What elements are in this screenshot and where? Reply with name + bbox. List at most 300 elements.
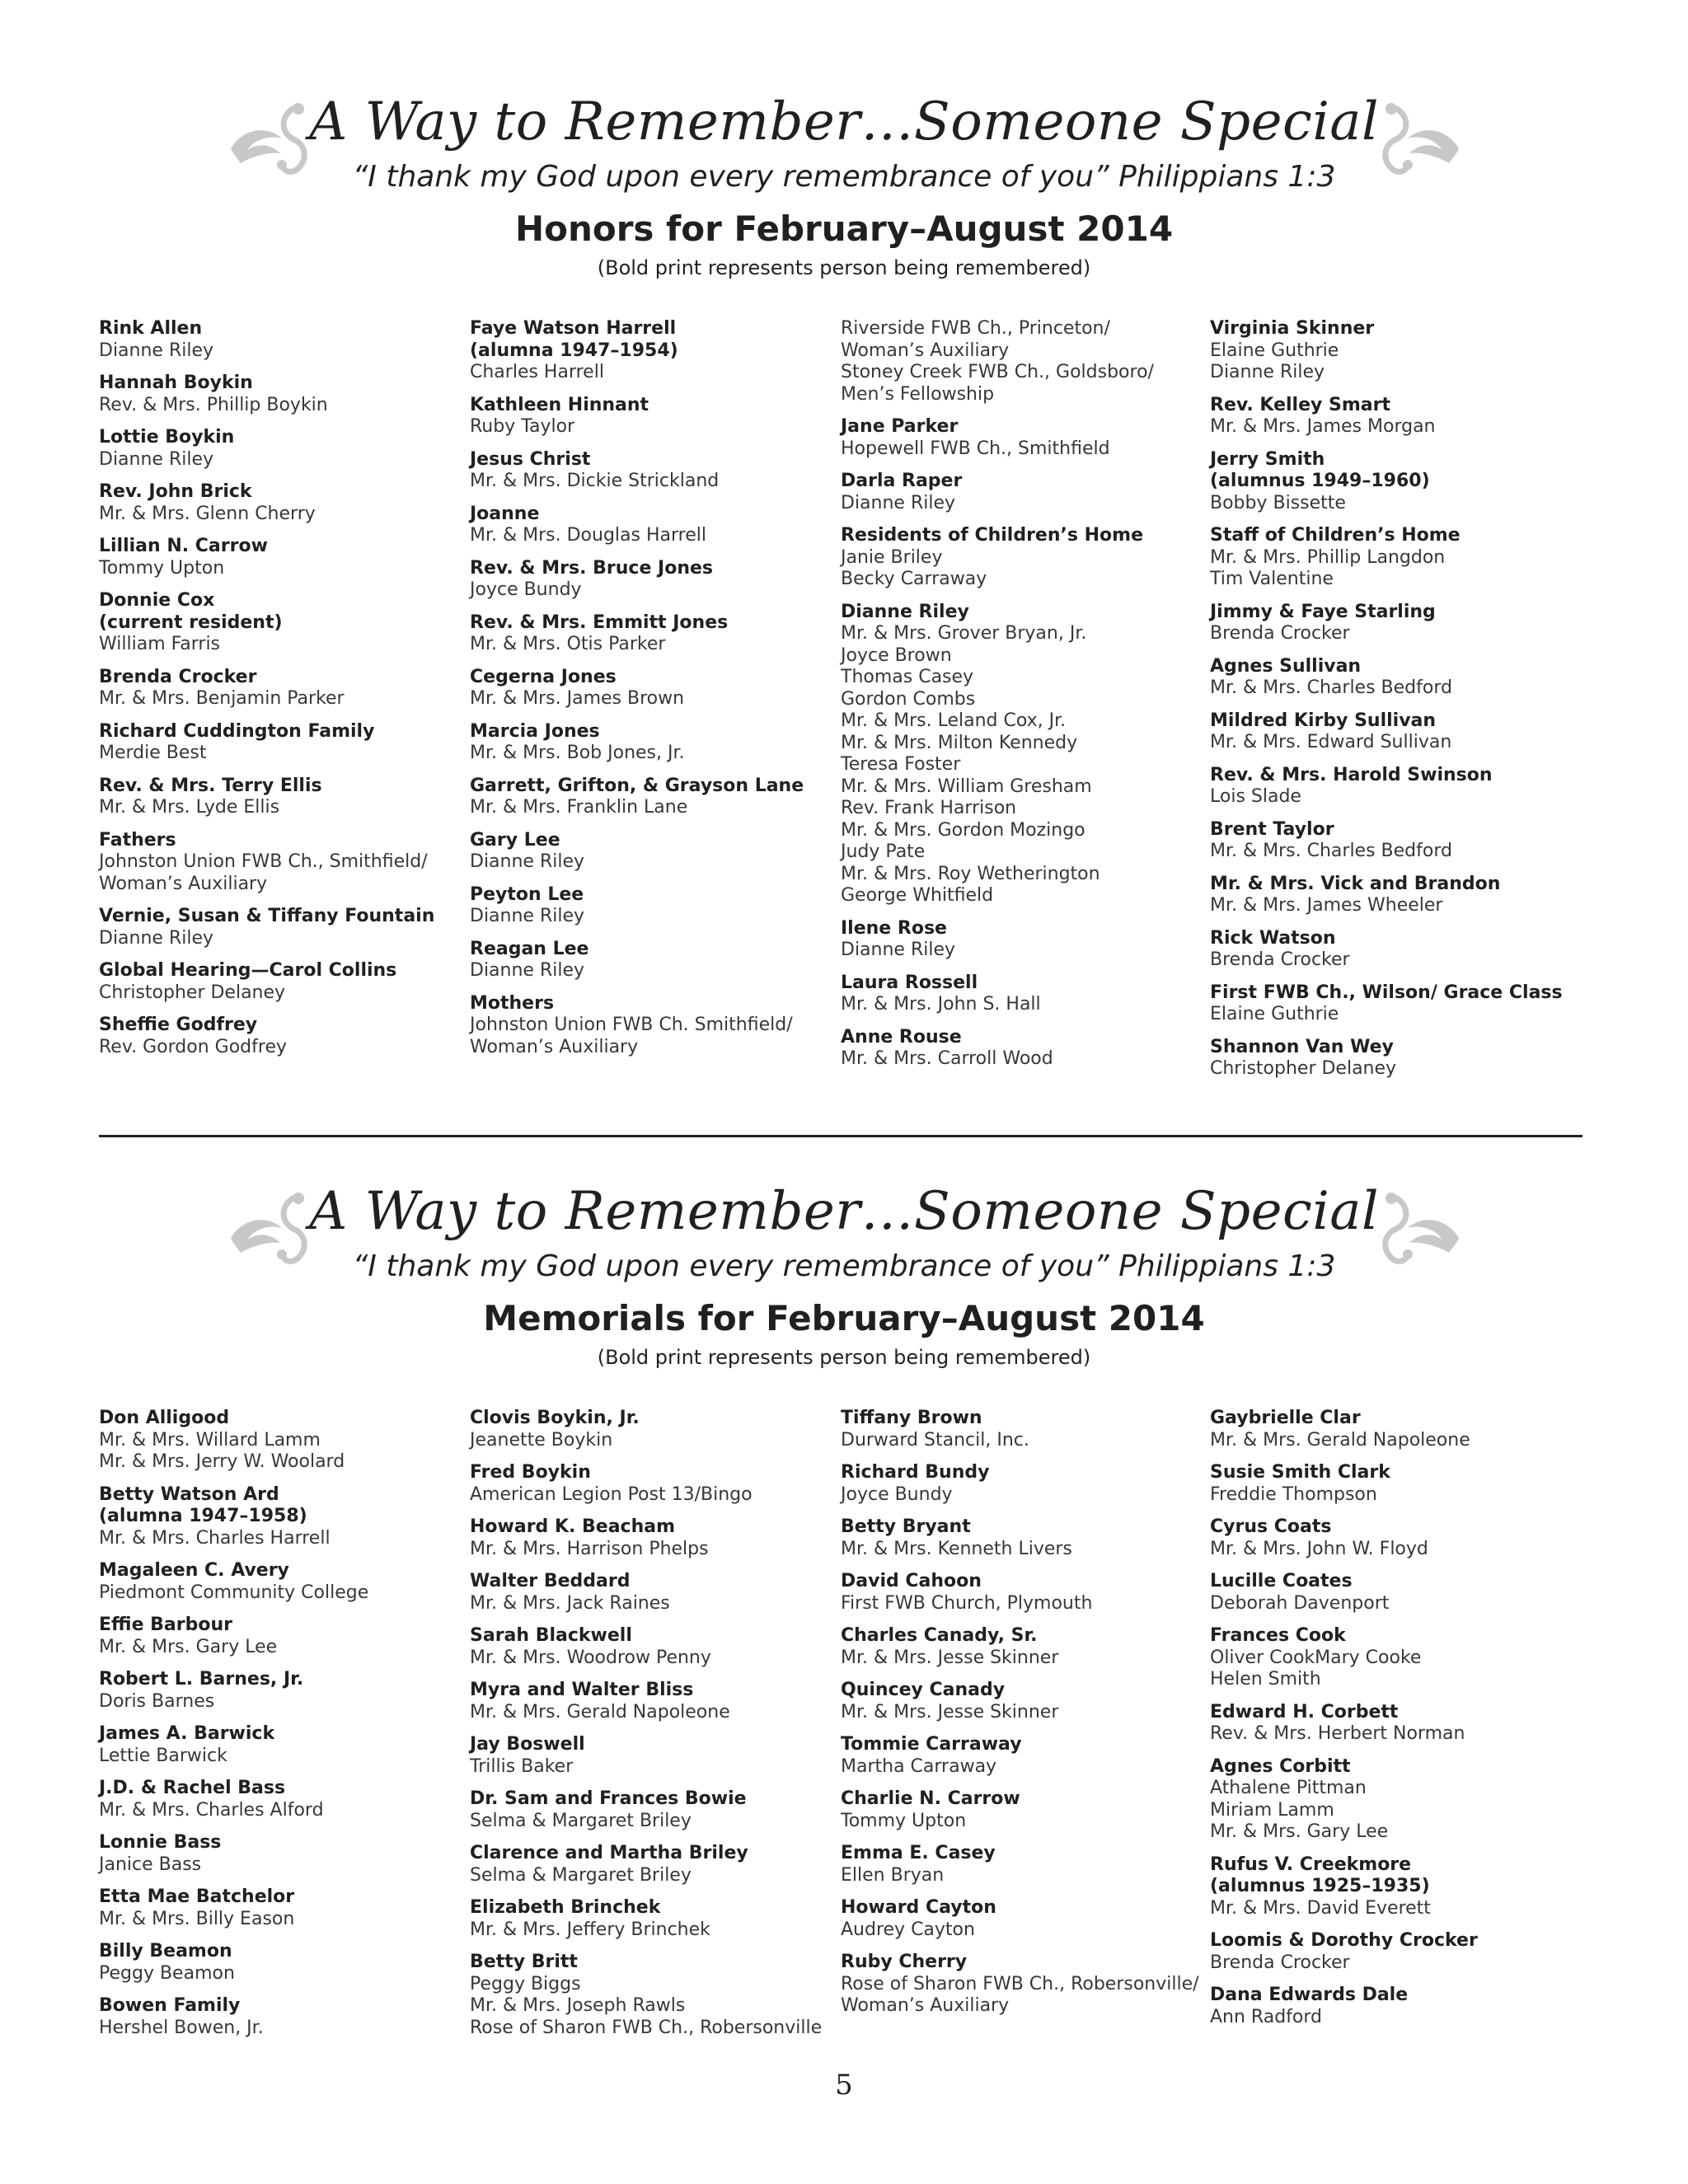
donor-line: Audrey Cayton — [841, 1919, 975, 1940]
donor-line: Mr. & Mrs. James Wheeler — [1210, 895, 1443, 916]
entry — [470, 1680, 832, 1723]
donor-line: Johnston Union FWB Ch. Smithfield/ — [470, 1015, 793, 1035]
honoree-name: Residents of Children’s Home — [841, 525, 1143, 546]
entry — [470, 1462, 832, 1506]
entry — [470, 1625, 832, 1669]
entry — [841, 1625, 1203, 1669]
page-number: 5 — [835, 2069, 853, 2102]
honoree-name: Rufus V. Creekmore — [1210, 1854, 1412, 1875]
honoree-name: Brent Taylor — [1210, 818, 1334, 840]
donor-line: Mr. & Mrs. Edward Sullivan — [1210, 732, 1452, 752]
entry — [1210, 1037, 1573, 1080]
honors-column-1 — [99, 318, 462, 1069]
honoree-name: Howard Cayton — [841, 1897, 996, 1918]
honoree-name: Gaybrielle Clar — [1210, 1408, 1361, 1428]
donor-line: Mr. & Mrs. Carroll Wood — [841, 1048, 1053, 1069]
honoree-name: Myra and Walter Bliss — [470, 1680, 694, 1700]
entry — [99, 906, 462, 949]
donor-line: Mr. & Mrs. Jerry W. Woolard — [99, 1451, 345, 1472]
donor-line: Elaine Guthrie — [1210, 1004, 1339, 1024]
honors-columns — [0, 318, 1688, 1079]
banner-title: A Way to Remember…Someone Special — [309, 91, 1379, 152]
entry — [1210, 395, 1573, 438]
entry — [470, 504, 832, 547]
donor-line: Dianne Riley — [99, 340, 214, 361]
memorials-banner — [0, 1172, 1688, 1370]
donor-line: Mr. & Mrs. Leland Cox, Jr. — [841, 710, 1067, 731]
donor-line: Dianne Riley — [841, 940, 956, 960]
honoree-name: Lonnie Bass — [99, 1832, 222, 1853]
entry — [1210, 602, 1573, 645]
honoree-name: Jay Boswell — [470, 1734, 585, 1755]
donor-line: Brenda Crocker — [1210, 1952, 1350, 1973]
entry — [841, 1843, 1203, 1886]
honoree-name: Dianne Riley — [841, 601, 969, 622]
honoree-name: Effie Barbour — [99, 1615, 232, 1635]
honors-column-4 — [1210, 318, 1573, 1091]
entry — [470, 449, 832, 493]
donor-line: Mr. & Mrs. Gerald Napoleone — [1210, 1429, 1470, 1451]
donor-line: Dianne Riley — [470, 960, 585, 981]
honoree-name: Walter Beddard — [470, 1571, 631, 1591]
donor-line: Rose of Sharon FWB Ch., Robersonville — [470, 2017, 823, 2038]
donor-line: Mr. & Mrs. Gordon Mozingo — [841, 819, 1085, 841]
donor-line: Mr. & Mrs. Willard Lamm — [99, 1429, 321, 1451]
memorials-column-1 — [99, 1408, 462, 2050]
entry — [1210, 1408, 1573, 1451]
donor-line: Rose of Sharon FWB Ch., Robersonville/ — [841, 1973, 1199, 1994]
banner-verse: “I thank my God upon every remembrance of you” Philippians 1:3 — [352, 1249, 1336, 1283]
honoree-note: (alumnus 1925–1935) — [1210, 1876, 1430, 1896]
donor-line: Mr. & Mrs. John W. Floyd — [1210, 1538, 1428, 1559]
entry — [1210, 710, 1573, 754]
donor-line: Dianne Riley — [99, 448, 214, 470]
donor-line: Ellen Bryan — [841, 1864, 945, 1886]
banner-verse: “I thank my God upon every remembrance of you” Philippians 1:3 — [352, 160, 1336, 194]
honoree-name: Betty Bryant — [841, 1516, 971, 1537]
donor-line: Hopewell FWB Ch., Smithfield — [841, 438, 1110, 459]
donor-line: Mr. & Mrs. Lyde Ellis — [99, 797, 280, 818]
honoree-name: Richard Bundy — [841, 1462, 990, 1483]
donor-line: Oliver CookMary Cooke — [1210, 1647, 1422, 1668]
entry — [1210, 318, 1573, 384]
entry — [99, 481, 462, 525]
donor-line: Mr. & Mrs. Gary Lee — [1210, 1821, 1389, 1842]
donor-line: Men’s Fellowship — [841, 383, 995, 405]
entry — [470, 939, 832, 982]
donor-line: Christopher Delaney — [1210, 1058, 1397, 1079]
entry — [1210, 1571, 1573, 1615]
honoree-name: Lucille Coates — [1210, 1571, 1353, 1591]
honoree-name: Edward H. Corbett — [1210, 1701, 1399, 1722]
donor-line: Bobby Bissette — [1210, 492, 1346, 513]
donor-line: Rev. Frank Harrison — [841, 798, 1017, 818]
honoree-name: Betty Britt — [470, 1952, 578, 1972]
entry — [841, 471, 1203, 514]
entry — [99, 830, 462, 896]
honoree-name: Laura Rossell — [841, 972, 978, 993]
entry — [841, 525, 1203, 591]
donor-line: Tim Valentine — [1210, 569, 1334, 589]
entry — [99, 1723, 462, 1767]
honoree-name: Faye Watson Harrell — [470, 318, 677, 339]
honoree-name: Mothers — [470, 992, 555, 1014]
honoree-note: (alumna 1947–1958) — [99, 1506, 307, 1526]
honoree-note: (alumna 1947–1954) — [470, 340, 678, 361]
donor-line: Mr. & Mrs. Milton Kennedy — [841, 732, 1078, 753]
donor-line: Mr. & Mrs. James Brown — [470, 688, 685, 709]
donor-line: Riverside FWB Ch., Princeton/ — [841, 318, 1110, 339]
entry — [99, 1995, 462, 2039]
entry — [99, 1778, 462, 1821]
honoree-name: Global Hearing—Carol Collins — [99, 960, 397, 981]
entry — [99, 1669, 462, 1713]
honoree-name: Rev. John Brick — [99, 481, 252, 502]
honoree-name: Richard Cuddington Family — [99, 720, 375, 742]
donor-line: George Whitfield — [841, 885, 994, 906]
honoree-name: Emma E. Casey — [841, 1843, 996, 1863]
entry — [470, 1571, 832, 1615]
entry — [99, 776, 462, 819]
donor-line: Mr. & Mrs. Franklin Lane — [470, 797, 688, 818]
honoree-name: Don Alligood — [99, 1408, 230, 1428]
honoree-name: Clarence and Martha Briley — [470, 1843, 748, 1863]
honoree-name: Sarah Blackwell — [470, 1625, 632, 1646]
donor-line: Athalene Pittman — [1210, 1778, 1367, 1798]
entry — [841, 1571, 1203, 1615]
donor-line: Mr. & Mrs. Roy Wetherington — [841, 863, 1100, 884]
donor-line: Thomas Casey — [841, 667, 974, 687]
entry — [1210, 765, 1573, 808]
honoree-name: Fathers — [99, 829, 176, 851]
section-heading: Honors for February–August 2014 — [514, 209, 1174, 249]
entry — [1210, 1516, 1573, 1560]
donor-line: Piedmont Community College — [99, 1582, 369, 1603]
donor-line: Mr. & Mrs. Joseph Rawls — [470, 1995, 686, 2016]
honoree-name: Rev. & Mrs. Harold Swinson — [1210, 764, 1493, 785]
donor-line: Mr. & Mrs. Benjamin Parker — [99, 688, 345, 709]
honoree-name: Garrett, Grifton, & Grayson Lane — [470, 775, 804, 796]
honoree-name: Rick Watson — [1210, 927, 1336, 949]
entry — [99, 1560, 462, 1604]
entry — [1210, 1462, 1573, 1506]
donor-line: Mr. & Mrs. Gary Lee — [99, 1636, 278, 1657]
entry — [841, 1408, 1203, 1451]
donor-line: Woman’s Auxiliary — [841, 1995, 1010, 2016]
donor-line: Dianne Riley — [470, 851, 585, 872]
entry — [99, 318, 462, 362]
donor-line: Dianne Riley — [470, 906, 585, 926]
donor-line: Ruby Taylor — [470, 416, 575, 437]
honoree-name: Rev. & Mrs. Terry Ellis — [99, 775, 322, 796]
donor-line: Mr. & Mrs. William Gresham — [841, 776, 1092, 797]
honoree-name: Clovis Boykin, Jr. — [470, 1408, 640, 1428]
donor-line: Mr. & Mrs. Glenn Cherry — [99, 503, 316, 524]
donor-line: Mr. & Mrs. John S. Hall — [841, 994, 1041, 1015]
honoree-name: Billy Beamon — [99, 1941, 232, 1961]
honoree-name: Lillian N. Carrow — [99, 536, 268, 556]
entry — [470, 1897, 832, 1941]
entry — [841, 918, 1203, 962]
donor-line: William Farris — [99, 634, 221, 654]
entry — [1210, 1985, 1573, 2028]
honoree-name: Susie Smith Clark — [1210, 1462, 1390, 1483]
entry — [470, 612, 832, 656]
entry — [841, 1462, 1203, 1506]
honoree-name: Joanne — [470, 503, 540, 524]
donor-line: Selma & Margaret Briley — [470, 1864, 692, 1886]
entry — [470, 1952, 832, 2039]
entry — [99, 427, 462, 471]
honoree-name: Etta Mae Batchelor — [99, 1886, 295, 1907]
entry — [99, 1408, 462, 1474]
honoree-name: Vernie, Susan & Tiffany Fountain — [99, 906, 435, 926]
honors-banner — [0, 82, 1688, 280]
donor-line: Mr. & Mrs. Otis Parker — [470, 634, 666, 654]
entry — [841, 972, 1203, 1016]
honoree-name: Rev. & Mrs. Bruce Jones — [470, 557, 714, 579]
honoree-name: Virginia Skinner — [1210, 318, 1375, 339]
donor-line: Mr. & Mrs. Billy Eason — [99, 1908, 295, 1929]
entry — [99, 960, 462, 1004]
honoree-name: Jane Parker — [841, 416, 959, 437]
donor-line: Mr. & Mrs. David Everett — [1210, 1897, 1431, 1919]
entry — [99, 373, 462, 416]
donor-line: Rev. Gordon Godfrey — [99, 1036, 287, 1057]
donor-line: Mr. & Mrs. Charles Alford — [99, 1799, 324, 1821]
donor-line: Rev. & Mrs. Herbert Norman — [1210, 1723, 1465, 1744]
donor-line: Janie Briley — [841, 546, 943, 568]
entry — [1210, 1756, 1573, 1844]
donor-line: Peggy Biggs — [470, 1973, 581, 1994]
honoree-name: Dr. Sam and Frances Bowie — [470, 1788, 747, 1809]
donor-line: Freddie Thompson — [1210, 1483, 1377, 1505]
donor-line: Mr. & Mrs. Grover Bryan, Jr. — [841, 623, 1087, 644]
donor-line: Mr. & Mrs. Charles Bedford — [1210, 841, 1452, 861]
honoree-name: Rev. Kelley Smart — [1210, 394, 1390, 415]
entry — [1210, 525, 1573, 591]
donor-line: Mr. & Mrs. James Morgan — [1210, 416, 1436, 437]
entry — [470, 1408, 832, 1451]
memorials-column-2 — [470, 1408, 832, 2050]
donor-line: Mr. & Mrs. Douglas Harrell — [470, 525, 706, 546]
honoree-note: (alumnus 1949–1960) — [1210, 471, 1430, 491]
honoree-name: Loomis & Dorothy Crocker — [1210, 1930, 1478, 1951]
honoree-name: Peyton Lee — [470, 883, 584, 905]
entry — [99, 1886, 462, 1930]
honoree-name: Charles Canady, Sr. — [841, 1625, 1038, 1646]
honoree-name: Marcia Jones — [470, 720, 600, 742]
honoree-name: Shannon Van Wey — [1210, 1036, 1394, 1057]
entry — [470, 1843, 832, 1886]
entry — [99, 536, 462, 579]
honoree-name: Dana Edwards Dale — [1210, 1985, 1409, 2005]
entry — [1210, 819, 1573, 863]
honoree-name: Reagan Lee — [470, 938, 589, 959]
donor-line: Dianne Riley — [99, 927, 214, 949]
donor-line: Mr. & Mrs. Jesse Skinner — [841, 1647, 1059, 1668]
entry — [841, 602, 1203, 907]
donor-line: Dianne Riley — [1210, 362, 1325, 382]
entry — [99, 1941, 462, 1985]
honoree-name: Darla Raper — [841, 471, 963, 491]
memorials-columns — [0, 1408, 1688, 2038]
donor-line: Lois Slade — [1210, 786, 1301, 807]
honoree-name: Elizabeth Brinchek — [470, 1897, 661, 1918]
donor-line: Janice Bass — [99, 1854, 202, 1875]
donor-line: Joyce Bundy — [841, 1483, 953, 1505]
honoree-name: Tiffany Brown — [841, 1408, 982, 1428]
honoree-name: Ilene Rose — [841, 917, 947, 939]
donor-line: Dianne Riley — [841, 492, 956, 513]
honoree-name: Bowen Family — [99, 1995, 241, 2016]
donor-line: Durward Stancil, Inc. — [841, 1429, 1029, 1451]
honoree-name: Kathleen Hinnant — [470, 394, 649, 415]
honoree-name: Mr. & Mrs. Vick and Brandon — [1210, 873, 1501, 894]
honors-section — [0, 82, 1688, 1079]
entry — [841, 1680, 1203, 1723]
donor-line: Christopher Delaney — [99, 982, 286, 1003]
donor-line: Mr. & Mrs. Charles Harrell — [99, 1527, 331, 1549]
honoree-name: J.D. & Rachel Bass — [99, 1778, 286, 1798]
donor-line: Mr. & Mrs. Jesse Skinner — [841, 1701, 1059, 1722]
entry — [1210, 1930, 1573, 1974]
donor-line: Mr. & Mrs. Woodrow Penny — [470, 1647, 711, 1668]
donor-line: Hershel Bowen, Jr. — [99, 2017, 264, 2038]
honoree-name: Rev. & Mrs. Emmitt Jones — [470, 612, 729, 633]
entry — [99, 721, 462, 765]
entry — [1210, 1625, 1573, 1691]
donor-line: Mr. & Mrs. Kenneth Livers — [841, 1538, 1072, 1559]
donor-line: Charles Harrell — [470, 362, 604, 382]
donor-line: Brenda Crocker — [1210, 623, 1350, 644]
donor-line: Mr. & Mrs. Jack Raines — [470, 1592, 670, 1614]
entry — [841, 1516, 1203, 1560]
section-heading: Memorials for February–August 2014 — [483, 1298, 1205, 1338]
honors-column-3 — [841, 318, 1203, 1081]
donor-line: Joyce Bundy — [470, 579, 582, 600]
honoree-name: Cegerna Jones — [470, 666, 617, 687]
donor-line: Peggy Beamon — [99, 1962, 235, 1984]
entry — [1210, 1702, 1573, 1746]
honoree-name: Gary Lee — [470, 829, 560, 851]
entry — [470, 395, 832, 438]
entry — [841, 1897, 1203, 1941]
memorials-column-3 — [841, 1408, 1203, 2028]
donor-line: Woman’s Auxiliary — [841, 340, 1010, 361]
entry — [470, 558, 832, 602]
entry — [1210, 928, 1573, 972]
entry — [470, 1734, 832, 1778]
honoree-name: Donnie Cox — [99, 590, 215, 611]
honoree-name: Betty Watson Ard — [99, 1483, 279, 1505]
donor-line: Judy Pate — [841, 841, 926, 862]
donor-line: Mr. & Mrs. Gerald Napoleone — [470, 1701, 730, 1722]
entry — [1210, 982, 1573, 1026]
entry — [470, 667, 832, 710]
donor-line: Rev. & Mrs. Phillip Boykin — [99, 394, 328, 415]
donor-line: Gordon Combs — [841, 688, 976, 710]
honoree-name: Charlie N. Carrow — [841, 1788, 1020, 1809]
donor-line: Woman’s Auxiliary — [99, 873, 268, 894]
donor-line: Doris Barnes — [99, 1690, 215, 1712]
donor-line: Jeanette Boykin — [470, 1429, 613, 1451]
entry — [1210, 1854, 1573, 1920]
honoree-name: First FWB Ch., Wilson/ Grace Class — [1210, 982, 1563, 1003]
donor-line: Mr. & Mrs. Phillip Langdon — [1210, 546, 1446, 568]
honoree-name: Lottie Boykin — [99, 427, 235, 448]
banner-title: A Way to Remember…Someone Special — [309, 1181, 1379, 1242]
donor-line: Deborah Davenport — [1210, 1592, 1390, 1614]
entry — [99, 1015, 462, 1058]
honoree-name: Magaleen C. Avery — [99, 1560, 289, 1581]
donor-line: Mr. & Mrs. Bob Jones, Jr. — [470, 743, 685, 763]
honoree-name: Jesus Christ — [470, 448, 591, 470]
donor-line: Trillis Baker — [470, 1755, 574, 1777]
donor-line: Elaine Guthrie — [1210, 340, 1339, 361]
donor-line: Miriam Lamm — [1210, 1799, 1334, 1821]
entry — [841, 416, 1203, 460]
donor-line: Mr. & Mrs. Charles Bedford — [1210, 677, 1452, 698]
entry — [841, 1788, 1203, 1832]
entry — [470, 1516, 832, 1560]
entry — [470, 721, 832, 765]
donor-line: Tommy Upton — [841, 1810, 967, 1831]
honoree-name: Mildred Kirby Sullivan — [1210, 710, 1437, 731]
donor-line: Helen Smith — [1210, 1669, 1321, 1690]
entry — [99, 1832, 462, 1876]
section-note: (Bold print represents person being remembered) — [597, 1346, 1091, 1369]
entry — [470, 830, 832, 874]
honoree-name: Fred Boykin — [470, 1462, 591, 1483]
entry — [470, 884, 832, 928]
honoree-name: Cyrus Coats — [1210, 1516, 1332, 1537]
donor-line: Mr. & Mrs. Dickie Strickland — [470, 471, 720, 491]
entry — [99, 590, 462, 656]
honoree-name: Staff of Children’s Home — [1210, 525, 1461, 546]
honoree-name: Anne Rouse — [841, 1026, 962, 1047]
donor-line: Martha Carraway — [841, 1755, 997, 1777]
donor-line: Teresa Foster — [841, 754, 961, 775]
donor-line: Tommy Upton — [99, 557, 225, 579]
honoree-name: Jimmy & Faye Starling — [1210, 601, 1436, 622]
donor-line: Selma & Margaret Briley — [470, 1810, 692, 1831]
donor-line: Becky Carraway — [841, 569, 987, 589]
entry — [470, 776, 832, 819]
donor-line: Merdie Best — [99, 743, 207, 763]
donor-line: Stoney Creek FWB Ch., Goldsboro/ — [841, 362, 1154, 382]
entry — [470, 993, 832, 1059]
donor-line: Johnston Union FWB Ch., Smithfield/ — [99, 851, 428, 872]
honoree-name: Frances Cook — [1210, 1625, 1346, 1646]
honors-column-2 — [470, 318, 832, 1069]
entry — [841, 1952, 1203, 2018]
entry — [841, 1734, 1203, 1778]
entry — [841, 1027, 1203, 1071]
entry — [470, 318, 832, 384]
donor-line: Joyce Brown — [841, 644, 952, 666]
entry — [1210, 874, 1573, 917]
donor-line: First FWB Church, Plymouth — [841, 1592, 1093, 1614]
donor-line: American Legion Post 13/Bingo — [470, 1483, 753, 1505]
donor-line: Woman’s Auxiliary — [470, 1036, 639, 1057]
honoree-name: Agnes Corbitt — [1210, 1755, 1351, 1777]
entry — [99, 1484, 462, 1550]
honoree-name: Robert L. Barnes, Jr. — [99, 1669, 304, 1690]
honoree-name: Ruby Cherry — [841, 1952, 968, 1972]
entry — [1210, 449, 1573, 515]
entry — [841, 318, 1203, 405]
